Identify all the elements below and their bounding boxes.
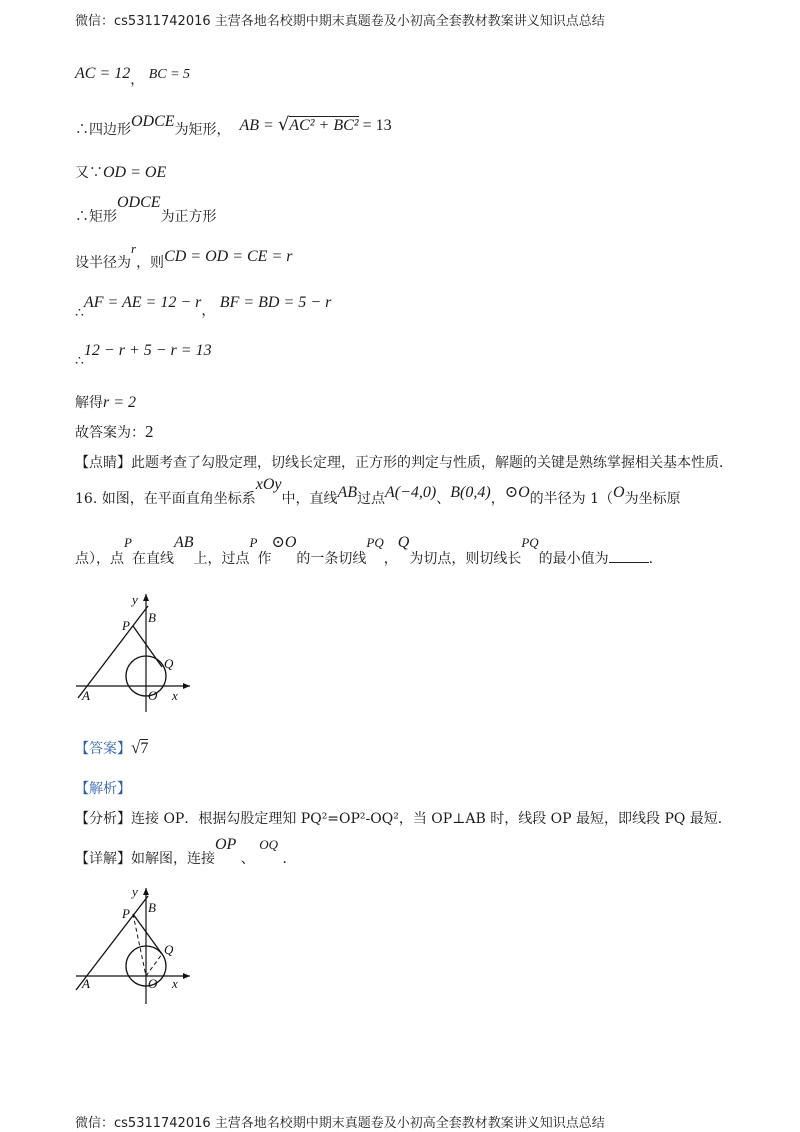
- label-q: Q: [164, 656, 174, 671]
- answer-line: 【答案】√7: [75, 738, 149, 757]
- label-y: y: [132, 884, 138, 899]
- label-b: B: [148, 900, 156, 915]
- line-square: ∴矩形ODCE为正方形: [75, 194, 217, 225]
- line-radius: 设半径为r，则CD = OD = CE = r: [75, 241, 293, 271]
- label-b: B: [148, 610, 156, 625]
- answer-blank: [609, 550, 649, 563]
- label-p: P: [122, 618, 130, 633]
- analysis-line: 【分析】连接 OP．根据勾股定理知 PQ²=OP²-OQ²，当 OP⊥AB 时，线段 OP 最短，即线段 PQ 最短．: [75, 811, 732, 827]
- page-footer: 微信：cs5311742016 主营各地名校期中期末真题卷及小初高全套教材教案讲义知识点总结: [75, 1116, 605, 1131]
- label-x: x: [172, 976, 178, 991]
- line-tangent-lengths: ∴AF = AE = 12 − r， BF = BD = 5 − r: [75, 294, 332, 321]
- label-q: Q: [164, 942, 174, 957]
- question-16-line1: 16. 如图，在平面直角坐标系xOy中，直线AB过点A(−4,0)、B(0,4)，⊙O的半径为 1（O为坐标原: [75, 476, 681, 507]
- label-o: O: [148, 976, 158, 991]
- dianjing-note: 【点睛】此题考查了勾股定理，切线长定理，正方形的判定与性质，解题的关键是熟练掌握相关基本性质．: [75, 455, 733, 471]
- label-a: A: [82, 976, 90, 991]
- line-rectangle: ∴四边形ODCE为矩形， AB = √AC² + BC² = 13: [75, 113, 392, 138]
- label-o: O: [148, 688, 158, 703]
- line-solve: 解得r = 2: [75, 394, 137, 411]
- page-header: 微信：cs5311742016 主营各地名校期中期末真题卷及小初高全套教材教案讲义知识点总结: [75, 14, 605, 29]
- question-16-line2: 点），点P在直线AB上，过点P作⊙O的一条切线PQ，Q为切点，则切线长PQ的最小值为 .: [75, 534, 654, 567]
- label-a: A: [82, 688, 90, 703]
- label-y: y: [132, 592, 138, 607]
- line-od-oe: 又∵OD = OE: [75, 164, 167, 181]
- line-equation: ∴12 − r + 5 − r = 13: [75, 342, 212, 369]
- label-x: x: [172, 688, 178, 703]
- detail-line: 【详解】如解图，连接OP 、 OQ ．: [75, 836, 297, 867]
- line-ac-bc: AC = 12， BC = 5: [75, 65, 191, 88]
- line-answer-is: 故答案为：2: [75, 422, 154, 441]
- label-p: P: [122, 906, 130, 921]
- jiexi-label: 【解析】: [75, 781, 131, 797]
- question-figure: [70, 588, 200, 718]
- solution-figure: [70, 882, 200, 1012]
